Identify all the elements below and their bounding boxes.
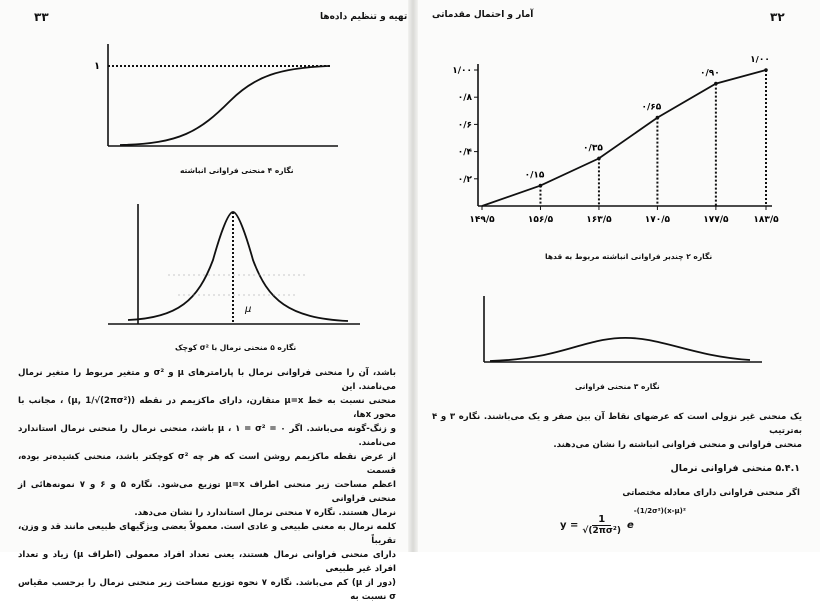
x-tick-label: ۱۴۹/۵ [469, 215, 495, 225]
body-line: منحنی نسبت به خط μ=x متقارن، دارای ماکزیمم در نقطه (μ, 1/√(2πσ²)) ، مجانب با محور xها، [18, 396, 397, 420]
fig5-mu-label: μ [245, 304, 252, 315]
section-text: اگر منحنی فراوانی دارای معادله مختصاتی [622, 488, 800, 498]
left-body-text [18, 366, 396, 604]
body-line: از عرض نقطه ماکزیمم روشن است که هر چه σ² کوچکتر باشد، منحنی کشیده‌تر بوده، قسمت [18, 452, 396, 476]
figure-2-ogive-chart [440, 56, 780, 236]
x-tick-label: ۱۸۳/۵ [753, 215, 779, 225]
body-line: نرمال هستند. نگاره ۷ منحنی نرمال استاندارد را نشان می‌دهد. [134, 508, 396, 518]
body-line: و زنگ-گونه می‌باشد. اگر ۰ = μ ، ۱ = σ² باشد، منحنی نرمال را منحنی نرمال استاندارد می‌نامند. [18, 424, 396, 448]
data-point [597, 157, 601, 161]
right-page-number: ۳۲ [770, 10, 785, 24]
data-label: ۰/۳۵ [583, 143, 603, 154]
y-tick-label: ۰/۴ [457, 147, 472, 158]
ogive-line [482, 70, 766, 206]
figure-3-frequency-curve [470, 290, 770, 370]
left-page-number: ۳۳ [34, 10, 49, 24]
figure-4-cumulative-curve [80, 36, 340, 156]
normal-density-formula [560, 505, 686, 545]
y-tick-label: ۰/۸ [457, 93, 472, 104]
data-label: ۰/۹۰ [699, 68, 720, 79]
formula-denominator: √(2πσ²) [582, 526, 621, 536]
y-tick-label: ۰/۶ [457, 120, 472, 131]
body-line: کلمه نرمال به معنی طبیعی و عادی است. معمولاً بعضی ویژگیهای طبیعی مانند قد و وزن، تقریباً [18, 522, 396, 546]
data-point [714, 82, 718, 86]
data-point [764, 68, 768, 72]
body-line: (دور از μ) کم می‌باشد. نگاره ۷ نحوه توزیع مساحت زیر منحنی نرمال را برحسب مقیاس σ نسبت به [18, 578, 396, 602]
fig4-caption: نگاره ۴ منحنی فراوانی انباشته [180, 166, 294, 175]
y-tick-label: ۱/۰۰ [452, 66, 472, 76]
body-line: اعظم مساحت زیر منحنی اطراف μ=x توزیع می‌شود. نگاره ۵ و ۶ و ۷ نمونه‌هائی از منحنی فراوانی [18, 480, 396, 504]
x-tick-label: ۱۵۶/۵ [527, 215, 554, 225]
x-tick-label: ۱۶۳/۵ [586, 215, 612, 225]
page-gutter [408, 0, 418, 552]
x-tick-label: ۱۷۷/۵ [703, 215, 729, 225]
data-label: ۰/۱۵ [524, 170, 545, 181]
data-label: ۰/۶۵ [641, 102, 662, 113]
body-line: باشد، آن را منحنی فراوانی نرمال با پارامترهای μ و σ² و متغیر مربوط را متغیر نرمال می‌نامند. این [18, 368, 396, 392]
body-line: یک منحنی غیر نزولی است که عرضهای نقاط آن بین صفر و یک می‌باشند. نگاره ۳ و ۴ به‌ترتیب [432, 412, 802, 436]
data-label: ۱/۰۰ [750, 56, 770, 65]
formula-fraction [582, 514, 621, 536]
formula-exponent: -(1/2σ²)(x-μ)² [633, 507, 686, 515]
x-tick-label: ۱۷۰/۵ [644, 215, 671, 225]
formula-lhs: y = [560, 519, 579, 531]
body-line: منحنی فراوانی و منحنی فراوانی انباشته را نشان می‌دهند. [553, 440, 802, 450]
fig4-y-tick: ۱ [94, 61, 101, 72]
section-title: ۵.۴.۱ منحنی فراوانی نرمال [670, 463, 800, 474]
fig5-caption: نگاره ۵ منحنی نرمال با σ² کوچک [175, 343, 297, 352]
fig3-caption: نگاره ۳ منحنی فراوانی [575, 382, 660, 391]
figure-5-normal-curve [88, 200, 368, 330]
formula-exp: e [626, 519, 634, 531]
left-page-header: تهیه و تنظیم داده‌ها [320, 12, 408, 22]
data-point [656, 116, 660, 120]
data-point [539, 184, 543, 188]
fig2-caption: نگاره ۲ چندبر فراوانی انباشته مربوط به قدها [545, 252, 713, 261]
body-line: دارای منحنی فراوانی نرمال هستند، یعنی تعداد افراد معمولی (اطراف μ) زیاد و تعداد افراد غیر طبیعی [18, 550, 396, 574]
formula-numerator: 1 [592, 514, 611, 526]
y-tick-label: ۰/۲ [457, 174, 472, 185]
right-page-header: آمار و احتمال مقدماتی [432, 10, 534, 20]
right-body-text [432, 410, 802, 452]
